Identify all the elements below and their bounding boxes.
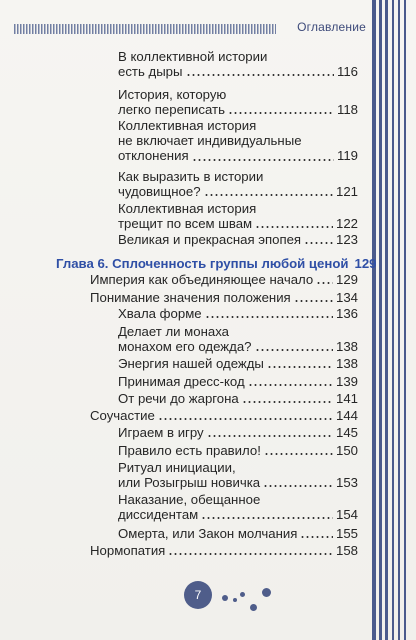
decorative-stripe xyxy=(385,0,388,640)
toc-entry-title: отклонения xyxy=(118,148,189,164)
toc-entry[interactable] xyxy=(118,118,358,164)
toc-page-number: 134 xyxy=(335,290,358,305)
decorative-dot xyxy=(262,588,271,597)
toc-page-number: 121 xyxy=(335,184,358,200)
toc-entry-title-line: Как выразить в истории xyxy=(118,169,264,184)
toc-entry[interactable] xyxy=(118,169,358,199)
toc-entry-title-line: Наказание, обещанное xyxy=(118,492,261,507)
toc-entry-title: Принимая дресс-код xyxy=(118,374,245,389)
toc-entry-row xyxy=(90,543,358,558)
toc-entry[interactable] xyxy=(118,460,358,490)
decorative-dot xyxy=(250,604,257,611)
toc-entry-title: Великая и прекрасная эпопея xyxy=(118,232,302,247)
dot-leader xyxy=(255,226,333,228)
toc-entry-row xyxy=(118,64,358,79)
toc-entry-row xyxy=(118,184,358,199)
toc-entry-row xyxy=(90,272,358,287)
toc-entry-row xyxy=(118,339,358,354)
toc-entry-row xyxy=(118,507,358,522)
toc-entry-title-line: не включает индивидуальные xyxy=(118,133,302,149)
toc-entry-row xyxy=(118,391,358,406)
toc-page-number: 154 xyxy=(335,507,358,523)
toc-page-number: 138 xyxy=(335,339,358,355)
toc-entry[interactable] xyxy=(90,290,358,305)
toc-page-number: 123 xyxy=(335,232,358,247)
toc-entry-title: или Розыгрыш новичка xyxy=(118,475,261,491)
dot-leader xyxy=(255,349,333,351)
toc-page-number: 136 xyxy=(335,306,358,321)
toc-entry-row xyxy=(118,374,358,389)
running-title: Оглавление xyxy=(297,20,366,34)
toc-entry-title: Соучастие xyxy=(90,408,155,423)
toc-entry-title: Империя как объединяющее начало xyxy=(90,272,314,287)
toc-page-number: 118 xyxy=(336,102,358,118)
toc-entry[interactable] xyxy=(118,526,358,541)
toc-page-number: 119 xyxy=(336,148,358,164)
toc-page-number: 129 xyxy=(354,256,377,271)
dot-leader xyxy=(263,485,333,487)
toc-entry-title-line: Делает ли монаха xyxy=(118,324,229,339)
toc-entry[interactable] xyxy=(118,232,358,247)
toc-page-number: 150 xyxy=(335,443,358,458)
dot-leader xyxy=(205,316,333,318)
toc-entry[interactable] xyxy=(118,492,358,522)
toc-entry-title: трещит по всем швам xyxy=(118,216,253,232)
decorative-stripe xyxy=(379,0,382,640)
toc-entry[interactable] xyxy=(118,324,358,354)
toc-entry-row xyxy=(118,475,358,490)
toc-page-number: 139 xyxy=(335,374,358,389)
decorative-dot xyxy=(222,595,228,601)
decorative-dot xyxy=(233,598,237,602)
dot-leader xyxy=(168,553,333,555)
toc-entry-title: Омерта, или Закон молчания xyxy=(118,526,298,541)
dot-leader xyxy=(267,366,333,368)
toc-entry[interactable] xyxy=(118,425,358,440)
toc-entry-row xyxy=(118,102,358,117)
toc-entry[interactable] xyxy=(118,391,358,406)
toc-entry[interactable] xyxy=(118,443,358,458)
toc-entry-title: Понимание значения положения xyxy=(90,290,291,305)
toc-entry[interactable] xyxy=(118,306,358,321)
dot-leader xyxy=(264,453,333,455)
dot-leader xyxy=(242,401,333,403)
toc-entry[interactable] xyxy=(118,49,358,79)
toc-entry-title-line: Коллективная история xyxy=(118,201,257,216)
toc-entry[interactable] xyxy=(118,356,358,371)
toc-entry-title-line: Ритуал инициации, xyxy=(118,460,236,475)
dot-leader xyxy=(316,282,333,284)
toc-page-number: 129 xyxy=(335,272,358,287)
toc-entry[interactable] xyxy=(118,201,358,231)
toc-entry-title: От речи до жаргона xyxy=(118,391,239,406)
toc-entry-title-line: История, которую xyxy=(118,87,227,102)
toc-entry-title: диссидентам xyxy=(118,507,199,523)
decorative-dot xyxy=(240,592,245,597)
toc-entry-title: есть дыры xyxy=(118,64,183,80)
toc-entry-row xyxy=(118,443,358,458)
toc-entry[interactable] xyxy=(90,272,358,287)
toc-page-number: 155 xyxy=(335,526,358,541)
toc-entry-title: Нормопатия xyxy=(90,543,166,558)
toc-entry-title: монахом его одежда? xyxy=(118,339,252,355)
toc-entry-row xyxy=(118,526,358,541)
dot-leader xyxy=(186,74,334,76)
toc-entry-title: чудовищное? xyxy=(118,184,201,200)
toc-entry-row xyxy=(118,425,358,440)
toc-page-number: 122 xyxy=(335,216,358,232)
toc-entry-row xyxy=(118,306,358,321)
toc-entry-row xyxy=(118,232,358,247)
toc-page-number: 153 xyxy=(335,475,358,491)
dot-leader xyxy=(300,536,333,538)
toc-entry-title: Энергия нашей одежды xyxy=(118,356,264,371)
toc-entry[interactable] xyxy=(90,408,358,423)
dot-leader xyxy=(201,517,333,519)
toc-entry-row xyxy=(90,290,358,305)
toc-page-number: 158 xyxy=(335,543,358,558)
dot-leader xyxy=(228,112,334,114)
toc-entry-row xyxy=(118,356,358,371)
toc-entry-title-line: В коллективной истории xyxy=(118,49,268,64)
toc-page-number: 138 xyxy=(335,356,358,371)
decorative-stripe xyxy=(404,0,406,640)
toc-entry[interactable] xyxy=(90,543,358,558)
dot-leader xyxy=(192,159,334,161)
toc-entry-row xyxy=(118,216,358,231)
toc-entry[interactable] xyxy=(118,87,358,117)
toc-entry-row xyxy=(118,148,358,163)
toc-entry-row xyxy=(90,408,358,423)
toc-page-number: 116 xyxy=(336,64,358,80)
decorative-stripe xyxy=(372,0,376,640)
toc-chapter-heading[interactable] xyxy=(56,256,377,271)
toc-entry-title: Хвала форме xyxy=(118,306,202,321)
decorative-stripe xyxy=(398,0,400,640)
toc-entry-title: легко переписать xyxy=(118,102,225,118)
page-number: 7 xyxy=(184,581,212,609)
toc-page-number: 144 xyxy=(335,408,358,423)
decorative-stripe xyxy=(392,0,394,640)
toc-entry-title: Глава 6. Сплоченность группы любой ценой xyxy=(56,256,349,271)
toc-entry-row xyxy=(56,256,377,271)
dot-leader xyxy=(294,300,333,302)
toc-page-number: 141 xyxy=(335,391,358,406)
toc-entry[interactable] xyxy=(118,374,358,389)
dot-leader xyxy=(204,194,333,196)
toc-page-number: 145 xyxy=(335,425,358,440)
dot-leader xyxy=(304,242,333,244)
dot-leader xyxy=(248,384,333,386)
toc-entry-title: Правило есть правило! xyxy=(118,443,261,458)
dot-leader xyxy=(207,435,333,437)
toc-entry-title: Играем в игру xyxy=(118,425,204,440)
dot-leader xyxy=(158,418,333,420)
toc-entry-title-line: Коллективная история xyxy=(118,118,257,133)
